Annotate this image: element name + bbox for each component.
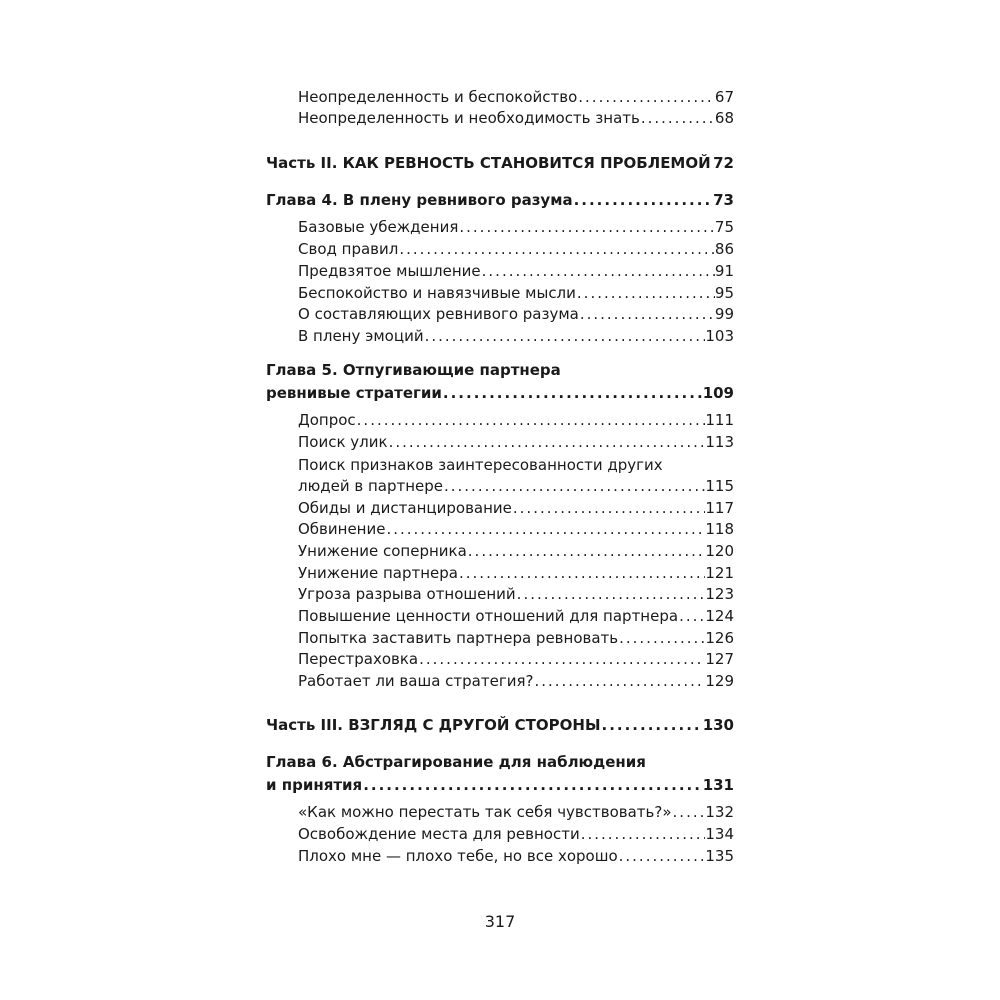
toc-entry-page: 120 [705,542,734,560]
toc-entry-page: 103 [705,327,734,345]
toc-entry [298,303,734,325]
toc-entry-page: 75 [714,218,734,236]
toc-entry [298,325,734,347]
toc-entry-title: Унижение партнера [298,564,458,582]
toc-entry-title: Допрос [298,411,356,429]
toc-entry-title: Беспокойство и навязчивые мысли [298,284,576,302]
toc-entry-page: 111 [705,411,734,429]
toc-entry-page: 109 [702,384,734,402]
leader-dots [398,238,715,260]
toc-entry [298,475,734,497]
toc-entry [298,801,734,823]
toc-entry [298,627,734,649]
leader-dots [672,801,706,823]
toc-entry [298,282,734,304]
leader-dots [512,497,705,519]
toc-entry-page: 131 [702,776,734,794]
toc-chapter-heading-line1: Глава 6. Абстрагирование для наблюдения [266,753,646,771]
leader-dots [362,774,703,796]
toc-chapter-heading-line1: Глава 5. Отпугивающие партнера [266,361,561,379]
leader-dots [579,303,715,325]
toc-entry-page: 115 [705,477,734,495]
leader-dots [580,823,706,845]
toc-entry-title: В плену эмоций [298,327,424,345]
toc-entry-title: Часть II. КАК РЕВНОСТЬ СТАНОВИТСЯ ПРОБЛЕМОЙ [266,154,711,172]
toc-entry [298,216,734,238]
toc-entry-title: Базовые убеждения [298,218,459,236]
leader-dots [678,605,705,627]
toc-entry-page: 99 [714,305,734,323]
toc-entry-page: 130 [702,716,734,734]
toc-entry-page: 134 [705,825,734,843]
leader-dots [356,409,706,431]
toc-entry [298,823,734,845]
toc-chapter-heading [266,774,734,796]
toc-entry-title: Перестраховка [298,650,419,668]
toc-entry-page: 127 [705,650,734,668]
leader-dots [442,382,703,404]
toc-entry [298,605,734,627]
toc-entry-title: Плохо мне — плохо тебе, но все хорошо [298,847,618,865]
toc-entry [298,845,734,867]
toc-entry [298,260,734,282]
toc-entry [298,409,734,431]
toc-entry-title: Повышение ценности отношений для партнера [298,607,679,625]
leader-dots [481,260,715,282]
toc-entry-title: Унижение соперника [298,542,467,560]
toc-entry-page: 72 [713,154,734,172]
toc-entry [298,107,734,129]
leader-dots [388,431,706,453]
toc-entry [298,562,734,584]
toc-entry-line1: Поиск признаков заинтересованности других [298,456,663,474]
toc-entry-title: О составляющих ревнивого разума [298,305,579,323]
leader-dots [458,216,715,238]
leader-dots [618,845,706,867]
toc-chapter-heading [266,382,734,404]
page-number: 317 [484,912,516,931]
toc-entry [298,670,734,692]
toc-entry-page: 73 [713,191,734,209]
toc-entry-page: 67 [714,88,734,106]
toc-entry-title: Глава 4. В плену ревнивого разума [266,191,573,209]
toc-entry-page: 132 [705,803,734,821]
toc-entry [298,238,734,260]
toc-entry-page: 124 [705,607,734,625]
leader-dots [576,282,715,304]
toc-entry-page: 113 [705,433,734,451]
toc-entry-title: ревнивые стратегии [266,384,442,402]
leader-dots [424,325,706,347]
toc-part-heading [266,152,734,174]
leader-dots [443,475,705,497]
toc-entry-title: Угроза разрыва отношений [298,585,516,603]
toc-entry-title: и принятия [266,776,363,794]
toc-part-heading [266,714,734,736]
toc-entry-title: Обвинение [298,520,386,538]
leader-dots [577,86,715,108]
toc-entry-title: Освобождение места для ревности [298,825,580,843]
toc-entry-page: 123 [705,585,734,603]
leader-dots [516,583,706,605]
toc-entry-title: Предвзятое мышление [298,262,481,280]
toc-entry-page: 118 [705,520,734,538]
toc-entry-title: «Как можно перестать так себя чувствовать?» [298,803,672,821]
toc-entry-page: 126 [705,629,734,647]
leader-dots [573,189,714,211]
toc-entry [298,648,734,670]
toc-entry-title: Обиды и дистанцирование [298,499,512,517]
toc-entry [298,497,734,519]
toc-entry-title: Попытка заставить партнера ревновать [298,629,619,647]
leader-dots [385,518,705,540]
leader-dots [618,627,705,649]
toc-entry-title: людей в партнере [298,477,443,495]
toc-entry-title: Неопределенность и необходимость знать [298,109,640,127]
toc-entry [298,86,734,108]
toc-entry [298,431,734,453]
toc-entry-page: 117 [705,499,734,517]
toc-entry-page: 91 [714,262,734,280]
toc-entry-title: Работает ли ваша стратегия? [298,672,534,690]
toc-entry [298,540,734,562]
toc-entry-page: 135 [705,847,734,865]
toc-entry [298,518,734,540]
leader-dots [467,540,706,562]
toc-entry-page: 129 [705,672,734,690]
toc-entry-title: Неопределенность и беспокойство [298,88,578,106]
leader-dots [418,648,705,670]
leader-dots [533,670,705,692]
leader-dots [458,562,705,584]
toc-entry-page: 95 [714,284,734,302]
toc-chapter-heading [266,189,734,211]
toc-entry-title: Часть III. ВЗГЛЯД С ДРУГОЙ СТОРОНЫ [266,716,601,734]
leader-dots [601,714,703,736]
toc-entry-title: Свод правил [298,240,399,258]
toc-entry-page: 121 [705,564,734,582]
toc-entry-page: 86 [714,240,734,258]
leader-dots [640,107,715,129]
toc-entry-page: 68 [714,109,734,127]
toc-entry [298,583,734,605]
toc-entry-title: Поиск улик [298,433,388,451]
